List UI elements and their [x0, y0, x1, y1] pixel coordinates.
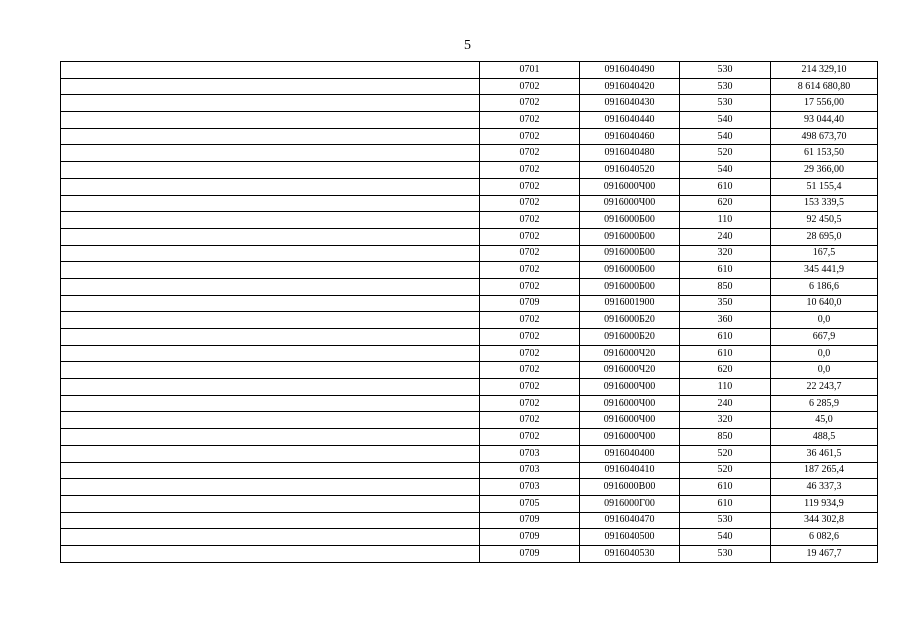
cell-section-code: 0709 — [480, 295, 580, 312]
cell-name — [61, 529, 480, 546]
cell-amount: 214 329,10 — [771, 62, 878, 79]
table-row — [61, 278, 878, 295]
cell-section-code: 0702 — [480, 262, 580, 279]
cell-expense-type: 610 — [680, 262, 771, 279]
cell-amount: 51 155,4 — [771, 178, 878, 195]
cell-section-code: 0702 — [480, 362, 580, 379]
budget-table — [60, 61, 878, 563]
cell-section-code: 0702 — [480, 95, 580, 112]
cell-section-code: 0702 — [480, 212, 580, 229]
cell-name — [61, 412, 480, 429]
cell-target-article: 0916040460 — [580, 128, 680, 145]
table-row — [61, 512, 878, 529]
cell-expense-type: 530 — [680, 78, 771, 95]
cell-amount: 93 044,40 — [771, 112, 878, 129]
cell-section-code: 0709 — [480, 545, 580, 562]
cell-target-article: 0916040420 — [580, 78, 680, 95]
cell-amount: 92 450,5 — [771, 212, 878, 229]
cell-expense-type: 610 — [680, 479, 771, 496]
cell-amount: 488,5 — [771, 429, 878, 446]
cell-name — [61, 145, 480, 162]
cell-target-article: 0916040520 — [580, 162, 680, 179]
cell-amount: 119 934,9 — [771, 495, 878, 512]
table-row — [61, 479, 878, 496]
cell-name — [61, 162, 480, 179]
cell-target-article: 0916040530 — [580, 545, 680, 562]
cell-target-article: 0916000Б20 — [580, 312, 680, 329]
cell-target-article: 0916000Б00 — [580, 228, 680, 245]
cell-expense-type: 540 — [680, 529, 771, 546]
cell-name — [61, 178, 480, 195]
cell-name — [61, 312, 480, 329]
cell-name — [61, 62, 480, 79]
cell-section-code: 0702 — [480, 379, 580, 396]
table-row — [61, 379, 878, 396]
table-row — [61, 62, 878, 79]
cell-name — [61, 78, 480, 95]
cell-section-code: 0702 — [480, 329, 580, 346]
table-row — [61, 212, 878, 229]
cell-section-code: 0703 — [480, 479, 580, 496]
cell-name — [61, 495, 480, 512]
table-row — [61, 495, 878, 512]
table-row — [61, 78, 878, 95]
cell-amount: 19 467,7 — [771, 545, 878, 562]
cell-section-code: 0702 — [480, 195, 580, 212]
cell-expense-type: 520 — [680, 145, 771, 162]
table-row — [61, 95, 878, 112]
table-row — [61, 128, 878, 145]
cell-expense-type: 530 — [680, 545, 771, 562]
cell-section-code: 0702 — [480, 78, 580, 95]
cell-name — [61, 395, 480, 412]
cell-section-code: 0705 — [480, 495, 580, 512]
cell-expense-type: 360 — [680, 312, 771, 329]
table-row — [61, 329, 878, 346]
cell-target-article: 0916001900 — [580, 295, 680, 312]
cell-expense-type: 530 — [680, 62, 771, 79]
cell-section-code: 0702 — [480, 278, 580, 295]
cell-name — [61, 362, 480, 379]
cell-amount: 498 673,70 — [771, 128, 878, 145]
cell-target-article: 0916000В00 — [580, 479, 680, 496]
cell-section-code: 0703 — [480, 462, 580, 479]
cell-expense-type: 620 — [680, 362, 771, 379]
cell-target-article: 0916000Ч00 — [580, 379, 680, 396]
cell-expense-type: 620 — [680, 195, 771, 212]
cell-section-code: 0709 — [480, 529, 580, 546]
cell-section-code: 0702 — [480, 412, 580, 429]
cell-name — [61, 445, 480, 462]
cell-name — [61, 295, 480, 312]
cell-amount: 345 441,9 — [771, 262, 878, 279]
cell-expense-type: 530 — [680, 512, 771, 529]
cell-amount: 36 461,5 — [771, 445, 878, 462]
cell-name — [61, 512, 480, 529]
cell-name — [61, 128, 480, 145]
cell-section-code: 0702 — [480, 245, 580, 262]
cell-target-article: 0916040480 — [580, 145, 680, 162]
cell-name — [61, 429, 480, 446]
cell-expense-type: 540 — [680, 162, 771, 179]
cell-name — [61, 278, 480, 295]
cell-target-article: 0916000Ч00 — [580, 395, 680, 412]
cell-name — [61, 329, 480, 346]
cell-expense-type: 610 — [680, 495, 771, 512]
cell-section-code: 0709 — [480, 512, 580, 529]
cell-amount: 8 614 680,80 — [771, 78, 878, 95]
cell-target-article: 0916000Ч20 — [580, 345, 680, 362]
cell-amount: 10 640,0 — [771, 295, 878, 312]
cell-target-article: 0916000Б00 — [580, 262, 680, 279]
cell-target-article: 0916040500 — [580, 529, 680, 546]
cell-expense-type: 240 — [680, 228, 771, 245]
cell-target-article: 0916040410 — [580, 462, 680, 479]
cell-target-article: 0916000Б00 — [580, 278, 680, 295]
cell-target-article: 0916000Б00 — [580, 245, 680, 262]
table-row — [61, 545, 878, 562]
cell-expense-type: 610 — [680, 178, 771, 195]
cell-target-article: 0916000Ч00 — [580, 178, 680, 195]
cell-name — [61, 228, 480, 245]
cell-name — [61, 212, 480, 229]
table-row — [61, 228, 878, 245]
cell-amount: 0,0 — [771, 312, 878, 329]
cell-amount: 17 556,00 — [771, 95, 878, 112]
table-row — [61, 429, 878, 446]
table-row — [61, 295, 878, 312]
cell-target-article: 0916040400 — [580, 445, 680, 462]
cell-amount: 46 337,3 — [771, 479, 878, 496]
cell-section-code: 0702 — [480, 345, 580, 362]
table-row — [61, 195, 878, 212]
cell-amount: 0,0 — [771, 345, 878, 362]
cell-target-article: 0916000Г00 — [580, 495, 680, 512]
table-row — [61, 445, 878, 462]
cell-amount: 0,0 — [771, 362, 878, 379]
cell-target-article: 0916040490 — [580, 62, 680, 79]
cell-amount: 22 243,7 — [771, 379, 878, 396]
cell-amount: 28 695,0 — [771, 228, 878, 245]
cell-target-article: 0916000Ч00 — [580, 412, 680, 429]
cell-name — [61, 245, 480, 262]
cell-amount: 153 339,5 — [771, 195, 878, 212]
cell-section-code: 0703 — [480, 445, 580, 462]
cell-expense-type: 110 — [680, 379, 771, 396]
cell-section-code: 0702 — [480, 128, 580, 145]
cell-name — [61, 462, 480, 479]
cell-section-code: 0702 — [480, 228, 580, 245]
cell-amount: 6 186,6 — [771, 278, 878, 295]
cell-target-article: 0916000Ч20 — [580, 362, 680, 379]
cell-section-code: 0702 — [480, 395, 580, 412]
table-row — [61, 345, 878, 362]
table-row — [61, 178, 878, 195]
cell-expense-type: 540 — [680, 128, 771, 145]
table-row — [61, 162, 878, 179]
table-row — [61, 145, 878, 162]
cell-target-article: 0916000Б00 — [580, 212, 680, 229]
cell-section-code: 0702 — [480, 162, 580, 179]
cell-amount: 167,5 — [771, 245, 878, 262]
cell-target-article: 0916000Ч00 — [580, 195, 680, 212]
table-row — [61, 312, 878, 329]
table-row — [61, 395, 878, 412]
cell-expense-type: 320 — [680, 412, 771, 429]
cell-section-code: 0702 — [480, 178, 580, 195]
cell-expense-type: 520 — [680, 445, 771, 462]
cell-expense-type: 320 — [680, 245, 771, 262]
cell-target-article: 0916040430 — [580, 95, 680, 112]
cell-name — [61, 479, 480, 496]
cell-name — [61, 195, 480, 212]
cell-section-code: 0701 — [480, 62, 580, 79]
cell-target-article: 0916000Б20 — [580, 329, 680, 346]
cell-expense-type: 610 — [680, 329, 771, 346]
cell-section-code: 0702 — [480, 429, 580, 446]
cell-name — [61, 95, 480, 112]
cell-expense-type: 850 — [680, 429, 771, 446]
table-row — [61, 462, 878, 479]
cell-section-code: 0702 — [480, 312, 580, 329]
cell-amount: 667,9 — [771, 329, 878, 346]
table-row — [61, 262, 878, 279]
cell-expense-type: 350 — [680, 295, 771, 312]
cell-section-code: 0702 — [480, 112, 580, 129]
cell-expense-type: 520 — [680, 462, 771, 479]
cell-expense-type: 850 — [680, 278, 771, 295]
cell-expense-type: 610 — [680, 345, 771, 362]
cell-amount: 6 082,6 — [771, 529, 878, 546]
table-row — [61, 112, 878, 129]
cell-expense-type: 110 — [680, 212, 771, 229]
table-row — [61, 362, 878, 379]
cell-target-article: 0916040470 — [580, 512, 680, 529]
table-row — [61, 412, 878, 429]
cell-expense-type: 530 — [680, 95, 771, 112]
cell-name — [61, 545, 480, 562]
cell-name — [61, 262, 480, 279]
cell-amount: 29 366,00 — [771, 162, 878, 179]
cell-target-article: 0916040440 — [580, 112, 680, 129]
cell-section-code: 0702 — [480, 145, 580, 162]
table-row — [61, 529, 878, 546]
table-row — [61, 245, 878, 262]
cell-name — [61, 379, 480, 396]
cell-amount: 187 265,4 — [771, 462, 878, 479]
cell-amount: 61 153,50 — [771, 145, 878, 162]
cell-name — [61, 345, 480, 362]
cell-amount: 344 302,8 — [771, 512, 878, 529]
cell-expense-type: 240 — [680, 395, 771, 412]
cell-target-article: 0916000Ч00 — [580, 429, 680, 446]
cell-amount: 6 285,9 — [771, 395, 878, 412]
table-body — [61, 62, 878, 563]
cell-amount: 45,0 — [771, 412, 878, 429]
cell-expense-type: 540 — [680, 112, 771, 129]
page-number: 5 — [464, 38, 471, 53]
cell-name — [61, 112, 480, 129]
